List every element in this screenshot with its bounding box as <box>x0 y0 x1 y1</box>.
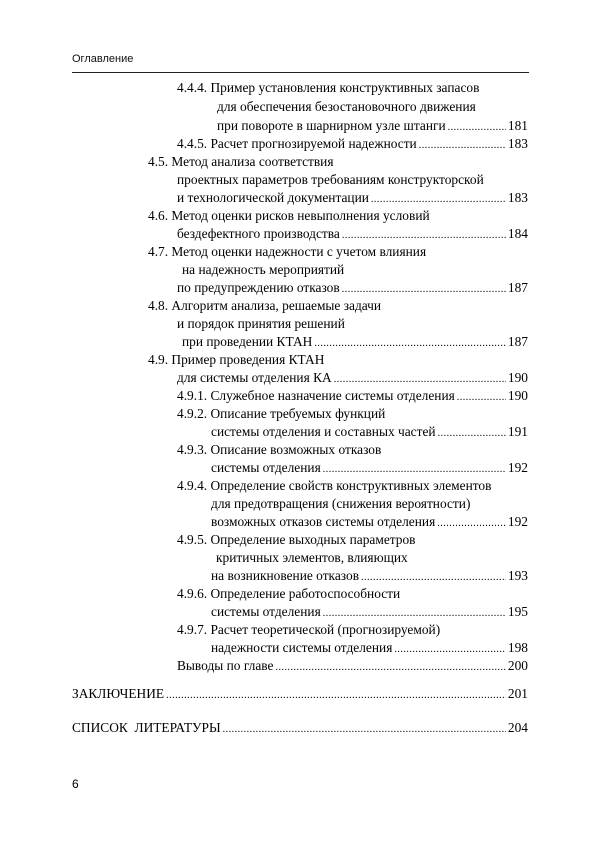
toc-leader <box>342 282 506 298</box>
toc-entry-page: 192 <box>507 514 528 529</box>
toc-entry-text: надежности системы отделения <box>211 640 393 655</box>
toc-leader <box>437 516 506 532</box>
toc-entry-page: 198 <box>507 640 528 655</box>
toc-entry-text: 4.9.6. Определение работоспособности <box>177 586 401 601</box>
toc-entry <box>177 388 528 404</box>
toc-entry-text: бездефектного производства <box>177 226 340 241</box>
toc-entry-text: системы отделения и составных частей <box>211 424 436 439</box>
toc-entry <box>177 190 528 206</box>
toc-leader <box>457 390 506 406</box>
toc-entry-text: 4.7. Метод оценки надежности с учетом влияния <box>148 244 427 259</box>
toc-leader <box>323 606 506 622</box>
toc-entry <box>211 460 528 476</box>
running-header: Оглавление <box>72 53 134 65</box>
toc-entry <box>72 720 528 736</box>
toc-entry-text: 4.5. Метод анализа соответствия <box>148 154 334 169</box>
toc-entry-page: 191 <box>507 424 528 439</box>
toc-entry <box>177 658 528 674</box>
toc-entry <box>148 298 381 314</box>
toc-entry <box>177 316 345 332</box>
toc-entry-page: 193 <box>507 568 528 583</box>
toc-leader <box>394 642 506 658</box>
toc-entry-page: 190 <box>507 388 528 403</box>
toc-leader <box>361 570 506 586</box>
toc-entry <box>177 622 440 638</box>
toc-entry-text: критичных элементов, влияющих <box>216 550 408 565</box>
toc-entry-page: 200 <box>507 658 528 673</box>
toc-leader <box>323 462 506 478</box>
page-number: 6 <box>72 777 79 791</box>
toc-entry <box>177 478 491 494</box>
toc-entry <box>211 640 528 656</box>
toc-entry-text: 4.8. Алгоритм анализа, решаемые задачи <box>148 298 382 313</box>
toc-leader <box>342 228 506 244</box>
toc-entry <box>211 604 528 620</box>
toc-entry-text: ЗАКЛЮЧЕНИЕ <box>72 686 165 701</box>
toc-leader <box>314 336 506 352</box>
toc-entry-page: 204 <box>507 720 528 735</box>
toc-entry-text: 4.9.7. Расчет теоретической (прогнозируемой) <box>177 622 441 637</box>
toc-entry-page: 187 <box>507 280 528 295</box>
toc-entry-text: на возникновение отказов <box>211 568 360 583</box>
toc-entry <box>182 262 344 278</box>
toc-entry-page: 190 <box>507 370 528 385</box>
toc-leader <box>166 688 506 704</box>
toc-entry-text: возможных отказов системы отделения <box>211 514 436 529</box>
toc-entry-text: 4.4.4. Пример установления конструктивных запасов <box>177 80 480 95</box>
toc-entry-text: 4.9.2. Описание требуемых функций <box>177 406 386 421</box>
toc-leader <box>419 138 506 154</box>
toc-entry-page: 183 <box>507 136 528 151</box>
toc-entry <box>211 496 470 512</box>
toc-entry-text: системы отделения <box>211 460 321 475</box>
toc-entry <box>148 208 430 224</box>
toc-entry <box>217 99 476 115</box>
toc-entry <box>216 550 408 566</box>
toc-entry <box>177 532 416 548</box>
toc-entry <box>72 686 528 702</box>
toc-entry-text: системы отделения <box>211 604 321 619</box>
toc-entry <box>177 586 400 602</box>
toc-entry <box>211 424 528 440</box>
toc-entry-page: 183 <box>507 190 528 205</box>
toc-leader <box>438 426 506 442</box>
toc-entry <box>217 118 528 134</box>
toc-leader <box>371 192 506 208</box>
toc-entry-text: и технологической документации <box>177 190 369 205</box>
toc-entry-text: 4.6. Метод оценки рисков невыполнения условий <box>148 208 430 223</box>
toc-entry-text: для системы отделения КА <box>177 370 332 385</box>
toc-leader <box>334 372 506 388</box>
toc-entry-text: для обеспечения безостановочного движения <box>217 99 476 114</box>
toc-entry <box>177 226 528 242</box>
toc-entry-text: 4.9.3. Описание возможных отказов <box>177 442 382 457</box>
toc-entry-text: на надежность мероприятий <box>182 262 345 277</box>
toc-entry <box>177 136 528 152</box>
toc-entry-text: 4.9. Пример проведения КТАН <box>148 352 325 367</box>
toc-entry-text: СПИСОК ЛИТЕРАТУРЫ <box>72 720 221 735</box>
toc-entry <box>148 154 334 170</box>
toc-entry-text: по предупреждению отказов <box>177 280 340 295</box>
toc-entry-text: проектных параметров требованиям конструкторской <box>177 172 484 187</box>
toc-entry-page: 184 <box>507 226 528 241</box>
toc-entry-text: и порядок принятия решений <box>177 316 345 331</box>
toc-entry <box>148 244 426 260</box>
header-rule <box>72 72 529 73</box>
toc-entry-page: 187 <box>507 334 528 349</box>
toc-entry-text: 4.9.4. Определение свойств конструктивных элементов <box>177 478 492 493</box>
toc-entry-text: 4.9.5. Определение выходных параметров <box>177 532 416 547</box>
toc-entry <box>211 514 528 530</box>
toc-entry-text: для предотвращения (снижения вероятности) <box>211 496 471 511</box>
toc-entry <box>177 172 484 188</box>
toc-entry <box>177 370 528 386</box>
toc-leader <box>275 660 505 676</box>
toc-entry <box>148 352 324 368</box>
toc-entry-text: при проведении КТАН <box>182 334 313 349</box>
toc-entry-text: 4.9.1. Служебное назначение системы отделения <box>177 388 455 403</box>
toc-entry-page: 192 <box>507 460 528 475</box>
toc-entry <box>182 334 528 350</box>
toc-leader <box>448 120 506 136</box>
toc-entry-page: 195 <box>507 604 528 619</box>
toc-entry-page: 181 <box>507 118 528 133</box>
toc-entry-text: Выводы по главе <box>177 658 274 673</box>
toc-leader <box>223 722 506 738</box>
toc-entry-text: 4.4.5. Расчет прогнозируемой надежности <box>177 136 417 151</box>
toc-entry <box>177 280 528 296</box>
toc-entry <box>177 406 385 422</box>
toc-entry <box>177 80 479 96</box>
toc-entry <box>211 568 528 584</box>
toc-entry <box>177 442 381 458</box>
toc-entry-page: 201 <box>507 686 528 701</box>
toc-entry-text: при повороте в шарнирном узле штанги <box>217 118 446 133</box>
